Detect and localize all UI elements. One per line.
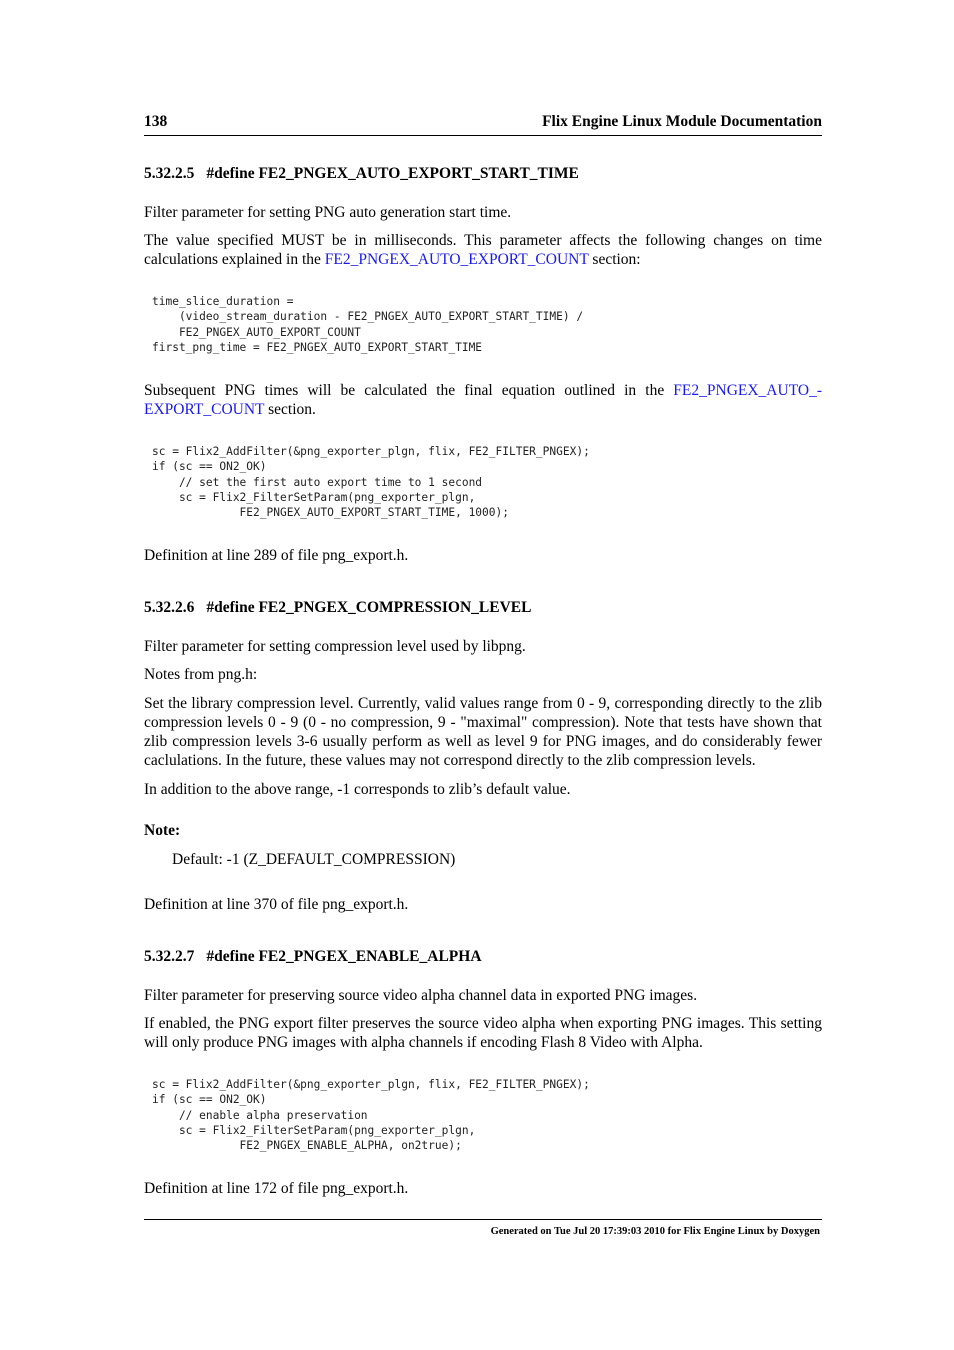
paragraph: Filter parameter for setting PNG auto generation start time. bbox=[144, 204, 512, 221]
paragraph: In addition to the above range, -1 corresponds to zlib’s default value. bbox=[144, 781, 571, 798]
page-number: 138 bbox=[144, 113, 168, 130]
section-heading: 5.32.2.5 #define FE2_PNGEX_AUTO_EXPORT_START_TIME bbox=[144, 165, 579, 182]
section-compression-level bbox=[144, 598, 822, 618]
paragraph: If enabled, the PNG export filter preserves the source video alpha when exporting PNG images. This setting will only produce PNG images with alpha channels if encoding Flash 8 Video with Alpha. bbox=[144, 1015, 822, 1051]
link-auto-export-count[interactable]: FE2_PNGEX_AUTO_EXPORT_COUNT bbox=[324, 251, 589, 268]
definition-line: Definition at line 172 of file png_export.h. bbox=[144, 1180, 409, 1197]
paragraph: Set the library compression level. Currently, valid values range from 0 - 9, corresponding directly to the zlib compression levels 0 - 9 (0 - no compression, 9 - "maximal" compression). Note that tests have shown that zlib compression levels 3-6 usually perform as well as level 9 for PNG images, and do considerably fewer caclulations. In the future, these values may not correspond directly to the zlib compression levels. bbox=[144, 695, 822, 769]
definition-line: Definition at line 370 of file png_export.h. bbox=[144, 896, 409, 913]
section-auto-export-start-time bbox=[144, 164, 822, 184]
paragraph: Filter parameter for preserving source video alpha channel data in exported PNG images. bbox=[144, 987, 698, 1004]
note-body: Default: -1 (Z_DEFAULT_COMPRESSION) bbox=[172, 851, 456, 868]
paragraph: Subsequent PNG times will be calculated the final equation outlined in the FE2_PNGEX_AUTO_-EXPORT_COUNT section. bbox=[144, 382, 822, 418]
link-auto-export-count[interactable]: FE2_PNGEX_AUTO_-EXPORT_COUNT bbox=[144, 382, 822, 418]
page-header bbox=[144, 113, 822, 136]
code-block: time_slice_duration = (video_stream_duration - FE2_PNGEX_AUTO_EXPORT_START_TIME) / FE2_PNGEX_AUTO_EXPORT_COUNT first_png_time = FE2_PNGEX_AUTO_EXPORT_START_TIME bbox=[152, 295, 584, 354]
section-heading: 5.32.2.7 #define FE2_PNGEX_ENABLE_ALPHA bbox=[144, 948, 482, 965]
definition-line: Definition at line 289 of file png_export.h. bbox=[144, 547, 409, 564]
paragraph: Notes from png.h: bbox=[144, 666, 258, 683]
section-enable-alpha bbox=[144, 947, 822, 967]
footer-text: Generated on Tue Jul 20 17:39:03 2010 for Flix Engine Linux by Doxygen bbox=[490, 1226, 820, 1237]
page-footer bbox=[144, 1219, 822, 1237]
note-label: Note: bbox=[144, 822, 181, 839]
code-block: sc = Flix2_AddFilter(&png_exporter_plgn, flix, FE2_FILTER_PNGEX); if (sc == ON2_OK) // enable alpha preservation sc = Flix2_FilterSetParam(png_exporter_plgn, FE2_PNGEX_ENABLE_ALPHA, on2true); bbox=[152, 1078, 590, 1153]
paragraph: The value specified MUST be in milliseconds. This parameter affects the following changes on time calculations explained in the FE2_PNGEX_AUTO_EXPORT_COUNT section: bbox=[144, 232, 822, 268]
paragraph: Filter parameter for setting compression level used by libpng. bbox=[144, 638, 526, 655]
code-block: sc = Flix2_AddFilter(&png_exporter_plgn, flix, FE2_FILTER_PNGEX); if (sc == ON2_OK) // set the first auto export time to 1 second sc = Flix2_FilterSetParam(png_exporter_plgn, FE2_PNGEX_AUTO_EXPORT_START_TIME, 1000); bbox=[152, 445, 590, 520]
section-heading: 5.32.2.6 #define FE2_PNGEX_COMPRESSION_LEVEL bbox=[144, 599, 532, 616]
document-title: Flix Engine Linux Module Documentation bbox=[542, 113, 822, 130]
